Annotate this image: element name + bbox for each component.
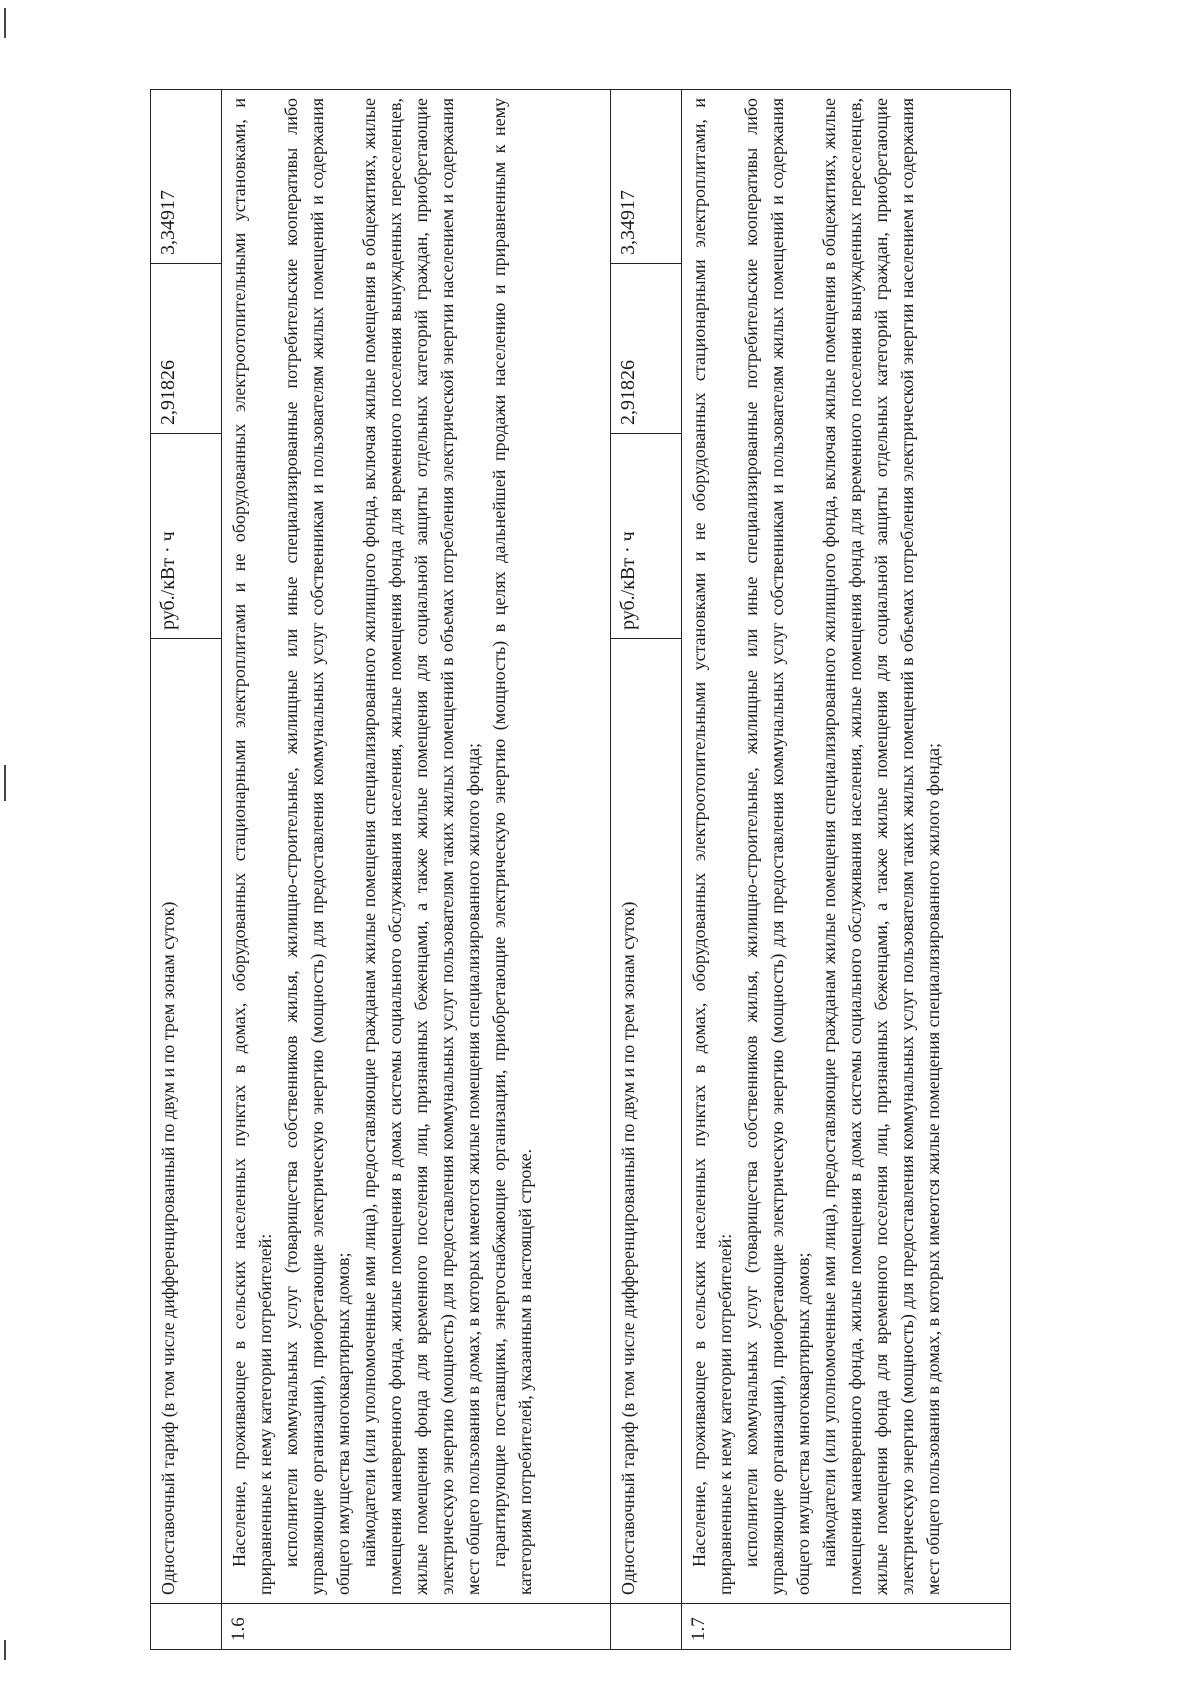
paragraph: наймодатели (или уполномоченные ими лица), предоставляющие гражданам жилые помещения специализированного жилищного фонда, включая жилые помещения в общежитиях, жилые помещения маневренного фонда, жилые помещения в домах системы социального обслуживания населения, жилые помещения фонда для временного поселения вынужденных переселенцев, жилые помещения фонда для временного поселения лиц, признанных беженцами, а также жилые помещения для социальной защиты отдельных категорий граждан, приобретающие электрическую энергию (мощность) для предоставления коммунальных услуг пользователям таких жилых помещений в объемах потребления электрической энергии населением и содержания мест общего пользования в домах, в которых имеются жилые помещения специализированного жилого фонда; (819, 98, 943, 1595)
scan-edge-mark-bottom (4, 1640, 6, 1660)
tariff-value-first-half: 2,91826 (151, 264, 222, 434)
unit-cell: руб./кВт · ч (611, 434, 682, 639)
tariff-value-second-half: 3,34917 (611, 90, 682, 264)
tariff-description: Одноставочный тариф (в том числе дифференцированный по двум и по трем зонам суток) (151, 639, 222, 1604)
category-description (682, 90, 1011, 1604)
row-number (611, 1604, 682, 1650)
table-row (611, 90, 682, 1650)
paragraph: наймодатели (или уполномоченные ими лица), предоставляющие гражданам жилые помещения специализированного жилищного фонда, включая жилые помещения в общежитиях, жилые помещения маневренного фонда, жилые помещения в домах системы социального обслуживания населения, жилые помещения фонда для временного поселения вынужденных переселенцев, жилые помещения фонда для временного поселения лиц, признанных беженцами, а также жилые помещения для социальной защиты отдельных категорий граждан, приобретающие электрическую энергию (мощность) для предоставления коммунальных услуг пользователям таких жилых помещений в объемах потребления электрической энергии населением и содержания мест общего пользования в домах, в которых имеются жилые помещения специализированного жилого фонда; (359, 98, 483, 1595)
table-row (682, 90, 1011, 1650)
scan-edge-mark-top (4, 8, 6, 38)
paragraph: Население, проживающее в сельских населенных пунктах в домах, оборудованных стационарными электроплитами и не оборудованных электроотопительными установками, и приравненные к нему категории потребителей: (229, 98, 275, 1595)
tariff-table (150, 89, 1011, 1650)
paragraph: исполнители коммунальных услуг (товарищества собственников жилья, жилищно-строительные, жилищные или иные специализированные потребительские кооперативы либо управляющие организации), приобретающие электрическую энергию (мощность) для предоставления коммунальных услуг собственникам и пользователям жилых помещений и содержания общего имущества многоквартирных домов; (281, 98, 353, 1595)
paragraph: исполнители коммунальных услуг (товарищества собственников жилья, жилищно-строительные, жилищные или иные специализированные потребительские кооперативы либо управляющие организации), приобретающие электрическую энергию (мощность) для предоставления коммунальных услуг собственникам и пользователям жилых помещений и содержания общего имущества многоквартирных домов; (741, 98, 813, 1595)
rotated-page (150, 90, 1165, 1650)
category-description (222, 90, 611, 1604)
tariff-value-first-half: 2,91826 (611, 264, 682, 434)
table-row (151, 90, 222, 1650)
row-number: 1.6 (222, 1604, 611, 1650)
paragraph: Население, проживающее в сельских населенных пунктах в домах, оборудованных электроотопительными установками и не оборудованных стационарными электроплитами, и приравненные к нему категории потребителей: (689, 98, 735, 1595)
table-row (222, 90, 611, 1650)
row-number (151, 1604, 222, 1650)
scan-edge-mark-middle (4, 765, 6, 801)
tariff-value-second-half: 3,34917 (151, 90, 222, 264)
row-number: 1.7 (682, 1604, 1011, 1650)
unit-cell: руб./кВт · ч (151, 434, 222, 639)
tariff-description: Одноставочный тариф (в том числе дифференцированный по двум и по трем зонам суток) (611, 639, 682, 1604)
paragraph: гарантирующие поставщики, энергоснабжающие организации, приобретающие электрическую энергию (мощность) в целях дальнейшей продажи населению и приравненным к нему категориям потребителей, указанным в настоящей строке. (489, 98, 535, 1595)
